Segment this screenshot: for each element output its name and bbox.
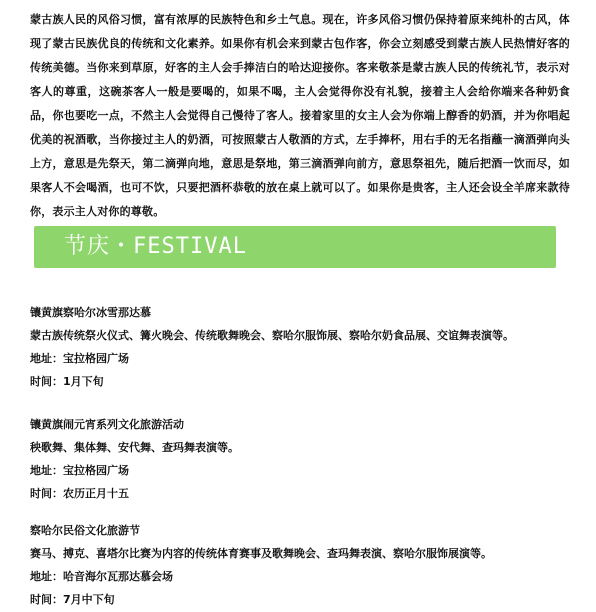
event-title: 镶黄旗闹元宵系列文化旅游活动 bbox=[30, 418, 184, 431]
event-location: 地址：宝拉格园广场 bbox=[30, 464, 129, 477]
event-location: 地址：宝拉格园广场 bbox=[30, 352, 129, 365]
event-title: 察哈尔民俗文化旅游节 bbox=[30, 524, 140, 537]
event-item bbox=[30, 519, 575, 611]
event-item bbox=[30, 413, 575, 505]
section-header-bar bbox=[34, 226, 556, 268]
event-time: 时间：1月下旬 bbox=[30, 375, 104, 388]
event-item bbox=[30, 301, 575, 393]
event-description: 秧歌舞、集体舞、安代舞、查玛舞表演等。 bbox=[30, 441, 239, 454]
event-time: 时间：农历正月十五 bbox=[30, 487, 129, 500]
section-header-title: 节庆・FESTIVAL bbox=[64, 234, 247, 259]
intro-paragraph: 蒙古族人民的风俗习惯，富有浓厚的民族特色和乡土气息。现在，许多风俗习惯仍保持着原来纯朴的古风，体现了蒙古民族优良的传统和文化素养。如果你有机会来到蒙古包作客，你会立刻感受到蒙古族人民热情好客的传统美德。当你来到草原，好客的主人会手捧洁白的哈达迎接你。客来敬茶是蒙古族人民的传统礼节，表示对客人的尊重，这碗茶客人一般是要喝的，如果不喝，主人会觉得你没有礼貌，接着主人会给你端来各种奶食品，你也要吃一点，不然主人会觉得自己慢待了客人。接着家里的女主人会为你端上醇香的奶酒，并为你唱起优美的祝酒歌，当你接过主人的奶酒，可按照蒙古人敬酒的方式，左手捧杯，用右手的无名指蘸一滴酒弹向头上方，意思是先祭天，第二滴弹向地，意思是祭地，第三滴酒弹向前方，意思祭祖先，随后把酒一饮而尽，如果客人不会喝酒，也可不饮，只要把酒杯恭敬的放在桌上就可以了。如果你是贵客，主人还会设全羊席来款待你，表示主人对你的尊敬。 bbox=[30, 13, 570, 218]
event-description: 蒙古族传统祭火仪式、篝火晚会、传统歌舞晚会、察哈尔服饰展、察哈尔奶食品展、交谊舞表演等。 bbox=[30, 329, 514, 342]
event-description: 赛马、搏克、喜塔尔比赛为内容的传统体育赛事及歌舞晚会、查玛舞表演、察哈尔服饰展演等。 bbox=[30, 547, 492, 560]
event-title: 镶黄旗察哈尔冰雪那达慕 bbox=[30, 306, 151, 319]
event-time: 时间：7月中下旬 bbox=[30, 593, 115, 606]
event-location: 地址：哈音海尔瓦那达慕会场 bbox=[30, 570, 173, 583]
